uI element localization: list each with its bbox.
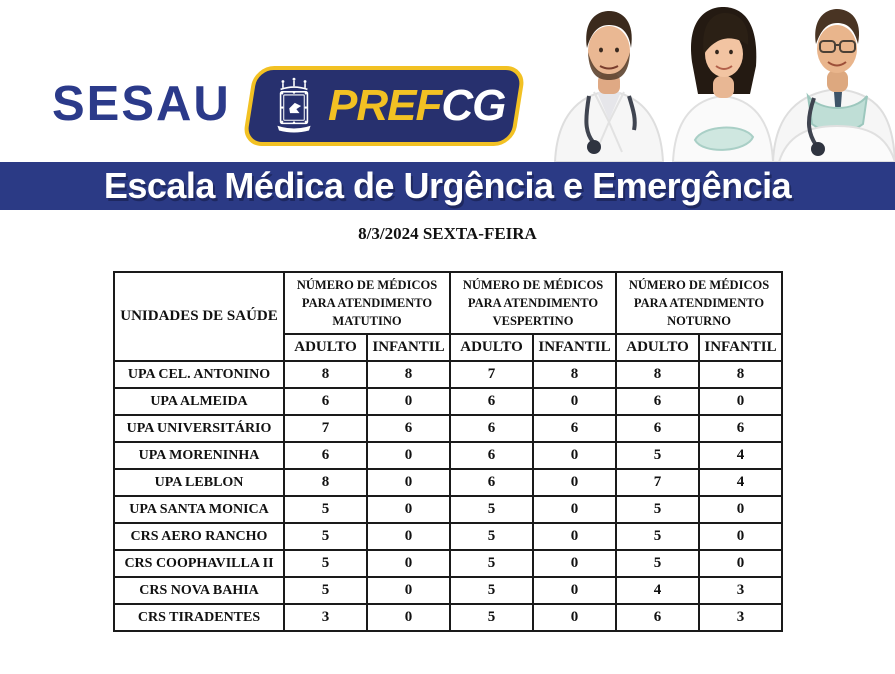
- unit-name: UPA MORENINHA: [114, 442, 284, 469]
- table-row: [114, 496, 782, 523]
- count-cell: 0: [367, 496, 450, 523]
- col-header-matutino: NÚMERO DE MÉDICOS PARA ATENDIMENTO MATUTINO: [284, 272, 450, 334]
- count-cell: 5: [450, 577, 533, 604]
- count-cell: 6: [450, 442, 533, 469]
- count-cell: 8: [699, 361, 782, 388]
- sesau-logo: SESAU: [52, 77, 231, 131]
- title-banner: [0, 162, 895, 210]
- count-cell: 0: [533, 388, 616, 415]
- subheader-vespertino-adulto: ADULTO: [450, 334, 533, 361]
- count-cell: 0: [367, 469, 450, 496]
- count-cell: 5: [450, 496, 533, 523]
- count-cell: 6: [616, 415, 699, 442]
- unit-name: CRS NOVA BAHIA: [114, 577, 284, 604]
- table-row: [114, 442, 782, 469]
- count-cell: 3: [699, 604, 782, 631]
- subheader-matutino-infantil: INFANTIL: [367, 334, 450, 361]
- table-row: [114, 604, 782, 631]
- count-cell: 0: [533, 496, 616, 523]
- count-cell: 0: [367, 523, 450, 550]
- count-cell: 8: [284, 469, 367, 496]
- table-row: [114, 469, 782, 496]
- table-row: [114, 361, 782, 388]
- count-cell: 5: [616, 496, 699, 523]
- count-cell: 6: [450, 415, 533, 442]
- count-cell: 0: [367, 604, 450, 631]
- count-cell: 0: [533, 442, 616, 469]
- count-cell: 6: [367, 415, 450, 442]
- count-cell: 6: [616, 604, 699, 631]
- date-line: 8/3/2024 SEXTA-FEIRA: [358, 224, 537, 243]
- count-cell: 4: [699, 469, 782, 496]
- unit-name: UPA UNIVERSITÁRIO: [114, 415, 284, 442]
- unit-name: UPA ALMEIDA: [114, 388, 284, 415]
- unit-name: CRS COOPHAVILLA II: [114, 550, 284, 577]
- count-cell: 7: [284, 415, 367, 442]
- count-cell: 4: [699, 442, 782, 469]
- count-cell: 5: [450, 550, 533, 577]
- count-cell: 5: [284, 523, 367, 550]
- count-cell: 4: [616, 577, 699, 604]
- header: [0, 0, 895, 162]
- count-cell: 5: [616, 523, 699, 550]
- count-cell: 0: [367, 550, 450, 577]
- count-cell: 5: [284, 577, 367, 604]
- count-cell: 0: [533, 469, 616, 496]
- subheader-noturno-infantil: INFANTIL: [699, 334, 782, 361]
- count-cell: 0: [367, 442, 450, 469]
- campo-grande-crest-icon: [270, 76, 318, 136]
- count-cell: 0: [533, 550, 616, 577]
- col-header-noturno: NÚMERO DE MÉDICOS PARA ATENDIMENTO NOTURNO: [616, 272, 782, 334]
- count-cell: 7: [450, 361, 533, 388]
- count-cell: 6: [699, 415, 782, 442]
- subheader-matutino-adulto: ADULTO: [284, 334, 367, 361]
- page-title: Escala Médica de Urgência e Emergência: [103, 165, 792, 206]
- table-row: [114, 415, 782, 442]
- count-cell: 0: [533, 577, 616, 604]
- prefcg-logo-inner: [252, 76, 516, 136]
- count-cell: 6: [284, 442, 367, 469]
- count-cell: 0: [533, 604, 616, 631]
- count-cell: 0: [699, 550, 782, 577]
- count-cell: 0: [367, 388, 450, 415]
- subheader-vespertino-infantil: INFANTIL: [533, 334, 616, 361]
- count-cell: 8: [284, 361, 367, 388]
- subheader-noturno-adulto: ADULTO: [616, 334, 699, 361]
- prefcg-text-pref: PREF: [328, 81, 442, 130]
- count-cell: 5: [450, 523, 533, 550]
- count-cell: 6: [616, 388, 699, 415]
- count-cell: 6: [533, 415, 616, 442]
- unit-name: UPA CEL. ANTONINO: [114, 361, 284, 388]
- count-cell: 6: [450, 388, 533, 415]
- count-cell: 5: [450, 604, 533, 631]
- table-row: [114, 550, 782, 577]
- doctors-photo: [537, 0, 895, 162]
- count-cell: 0: [367, 577, 450, 604]
- table-row: [114, 577, 782, 604]
- count-cell: 5: [616, 442, 699, 469]
- count-cell: 0: [699, 496, 782, 523]
- count-cell: 0: [533, 523, 616, 550]
- unit-name: CRS TIRADENTES: [114, 604, 284, 631]
- count-cell: 5: [284, 550, 367, 577]
- col-header-vespertino: NÚMERO DE MÉDICOS PARA ATENDIMENTO VESPERTINO: [450, 272, 616, 334]
- count-cell: 3: [699, 577, 782, 604]
- count-cell: 8: [533, 361, 616, 388]
- prefcg-text-cg: CG: [441, 81, 506, 130]
- count-cell: 0: [699, 523, 782, 550]
- count-cell: 7: [616, 469, 699, 496]
- table-row: [114, 523, 782, 550]
- count-cell: 0: [699, 388, 782, 415]
- count-cell: 8: [367, 361, 450, 388]
- unit-name: UPA LEBLON: [114, 469, 284, 496]
- schedule-table: [113, 271, 783, 632]
- prefcg-wordmark: [328, 81, 505, 131]
- table-row: [114, 388, 782, 415]
- unit-name: CRS AERO RANCHO: [114, 523, 284, 550]
- count-cell: 6: [284, 388, 367, 415]
- count-cell: 3: [284, 604, 367, 631]
- header-row-groups: [114, 272, 782, 334]
- count-cell: 5: [616, 550, 699, 577]
- col-header-units: UNIDADES DE SAÚDE: [114, 272, 284, 361]
- unit-name: UPA SANTA MONICA: [114, 496, 284, 523]
- count-cell: 8: [616, 361, 699, 388]
- prefcg-logo: [242, 66, 527, 146]
- count-cell: 6: [450, 469, 533, 496]
- count-cell: 5: [284, 496, 367, 523]
